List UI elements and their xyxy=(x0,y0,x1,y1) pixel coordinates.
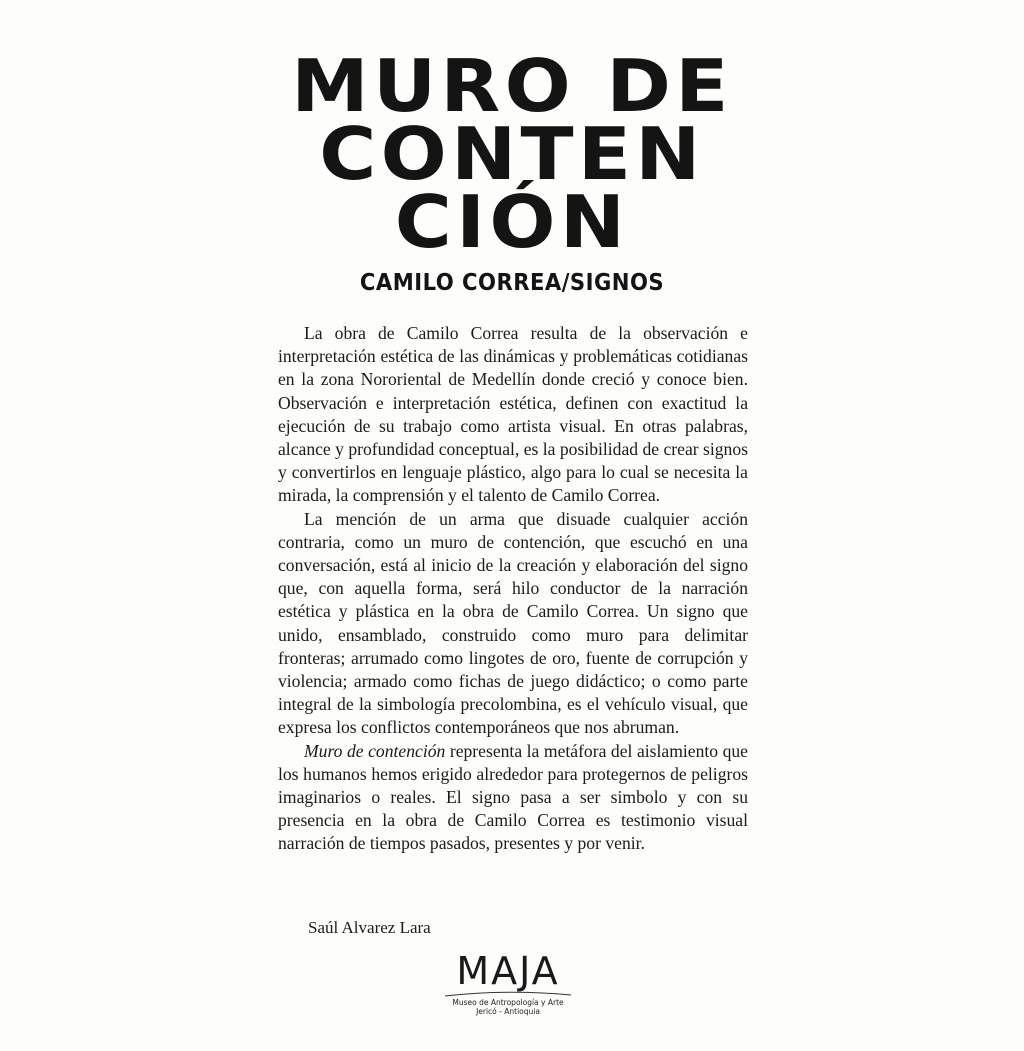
logo-museum-name: Museo de Antropología y Arte xyxy=(452,998,564,1007)
title-line-2: CONTEN xyxy=(319,112,705,196)
exhibition-title xyxy=(283,44,741,264)
artwork-title-italic: Muro de contención xyxy=(304,740,446,761)
paragraph-1: La obra de Camilo Correa resulta de la observación e interpretación estética de las dinámicas y problemáticas cotidianas en la zona Nororiental de Medellín donde creció y conoce bien. Observación e interpretación estética, definen con exactitud la ejecución de su trabajo como artista visual. En otras palabras, alcance y profundidad conceptual, es la posibilidad de crear signos y convertirlos en lenguaje plástico, algo para lo cual se necesita la mirada, la comprensión y el talento de Camilo Correa. xyxy=(278,323,748,506)
logo-location: Jericó - Antioquia xyxy=(476,1007,540,1016)
author-signature: Saúl Alvarez Lara xyxy=(308,918,431,937)
title-line-1: MURO DE xyxy=(291,44,733,128)
paragraph-3-text: representa la metáfora del aislamiento que los humanos hemos erigido alrededor para protegernos de peligros imaginarios o reales. El signo pasa a ser simbolo y con su presencia en la obra de Camilo Correa es testimonio visual narración de tiempos pasados, presentes y por venir. xyxy=(278,740,748,854)
curatorial-text xyxy=(278,322,748,856)
title-line-3: CIÓN xyxy=(394,180,630,264)
logo-mark: MAJA xyxy=(456,949,560,993)
paragraph-3 xyxy=(278,740,748,856)
museum-logo xyxy=(438,950,578,1030)
paragraph-2: La mención de un arma que disuade cualquier acción contraria, como un muro de contención, que escuchó en una conversación, está al inicio de la creación y elaboración del signo que, con aquella forma, será hilo conductor de la narración estética y plástica en la obra de Camilo Correa. Un signo que unido, ensamblado, construido como muro para delimitar fronteras; arrumado como lingotes de oro, fuente de corrupción y violencia; armado como fichas de juego didáctico; o como parte integral de la simbología precolombina, es el vehículo visual, que expresa los conflictos contemporáneos que nos abruman. xyxy=(278,508,748,738)
artist-subtitle: CAMILO CORREA/SIGNOS xyxy=(359,270,665,296)
